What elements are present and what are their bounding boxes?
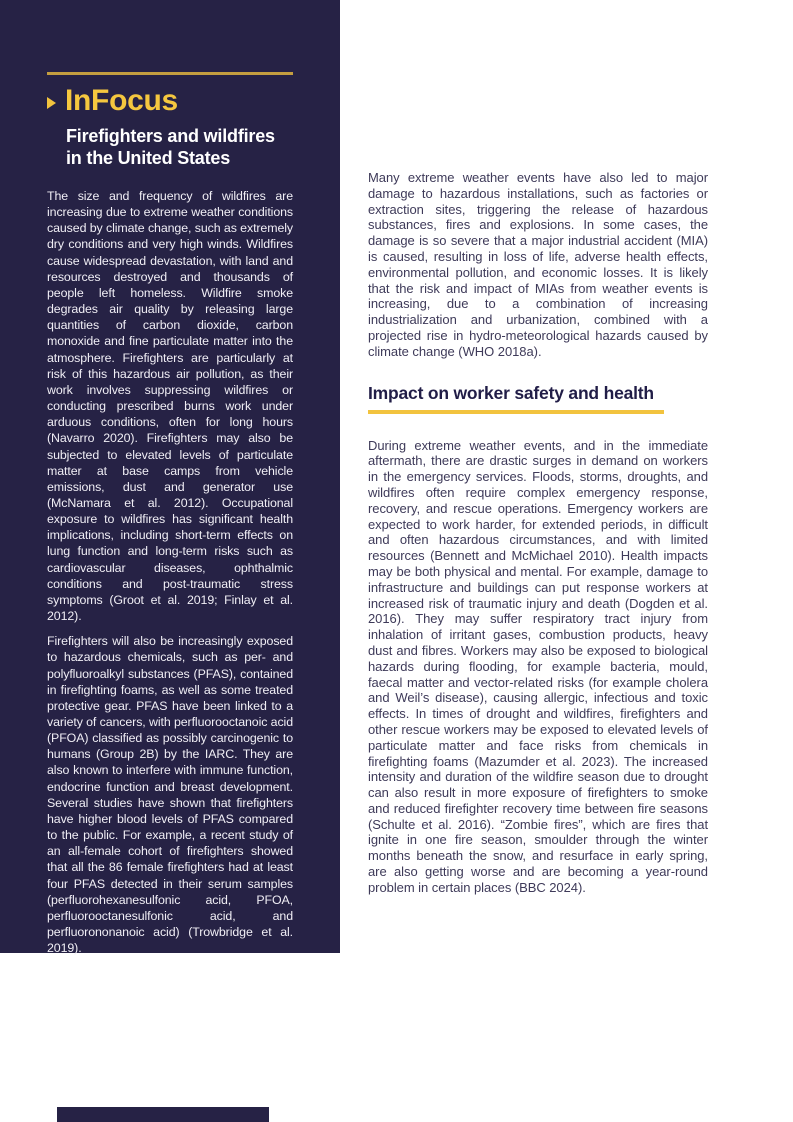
arrow-right-icon	[47, 97, 56, 109]
section-paragraph: During extreme weather events, and in the immediate aftermath, there are drastic surges in demand on workers in the emergency services. Floods, storms, droughts, and wildfires often require complex emergency response, recovery, and rescue operations. Emergency workers are expected to work harder, for extended periods, in difficult and often hazardous circumstances, and with limited resources (Bennett and McMichael 2010). Health impacts may be both physical and mental. For example, damage to infrastructure and buildings can put response workers at increased risk of traumatic injury and death (Dogden et al. 2016). They may suffer respiratory tract injury from inhalation of irritant gases, combustion products, heavy dust and fibres. Workers may also be exposed to biological hazards during flooding, for example bacteria, mould, faecal matter and vector-related risks (for example cholera and Weil’s disease), causing allergic, infectious and toxic effects. In times of drought and wildfires, firefighters and other rescue workers may be exposed to elevated levels of particulate matter and face risks from chemicals in firefighting foams (Mazumder et al. 2023). The increased intensity and duration of the wildfire season due to drought can also result in more exposure of firefighters to smoke and reduced firefighter recovery time between fire seasons (Schulte et al. 2016). “Zombie fires”, which are fires that ignite in one fire season, smoulder through the winter months beneath the snow, and resurface in early spring, are also getting worse and are becoming a year-round problem in certain places (BBC 2024).	[368, 437, 708, 895]
sidebar-title-line1: Firefighters and wildfires	[66, 126, 275, 146]
infocus-kicker	[47, 84, 178, 118]
sidebar-title-line2: in the United States	[66, 147, 231, 168]
sidebar-body	[47, 188, 293, 965]
main-column	[368, 170, 708, 896]
sidebar-top-rule	[47, 72, 293, 75]
infocus-sidebar	[0, 0, 340, 956]
sidebar-title	[66, 126, 275, 169]
infocus-kicker-label: InFocus	[65, 84, 178, 117]
intro-paragraph: Many extreme weather events have also led to major damage to hazardous installations, such as factories or extraction sites, triggering the release of hazardous substances, fires and explosions. In some cases, the damage is so severe that a major industrial accident (MIA) is caused, resulting in loss of life, adverse health effects, environmental pollution, and economic losses. It is likely that the risk and impact of MIAs from weather events is increasing, due to a combination of increasing industrialization and urbanization, combined with a projected rise in hydro-meteorological hazards caused by climate change (WHO 2018a).	[368, 170, 708, 359]
footer-bar	[57, 1107, 269, 1122]
sidebar-paragraph: Firefighters will also be increasingly exposed to hazardous chemicals, such as per- and polyfluoroalkyl substances (PFAS), contained in firefighting foams, as well as some treated protective gear. PFAS have been linked to a variety of cancers, with perfluorooctanoic acid (PFOA) classified as possibly carcinogenic to humans (Group 2B) by the IARC. They are also known to interfere with immune function, endocrine function and breast development. Several studies have shown that firefighters have higher blood levels of PFAS compared to the public. For example, a recent study of an all-female cohort of firefighters showed that all the 86 female firefighters had at least four PFAS detected in their serum samples (perfluorohexanesulfonic acid, PFOA, perfluorooctanesulfonic acid, and perfluorononanoic acid) (Trowbridge et al. 2019).	[47, 634, 293, 956]
section-heading-underline	[368, 410, 664, 414]
sidebar-paragraph: The size and frequency of wildfires are increasing due to extreme weather conditions caused by climate change, such as extremely dry conditions and very high winds. Wildfires cause widespread devastation, with land and resources destroyed and thousands of people left homeless. Wildfire smoke degrades air quality by releasing large quantities of carbon dioxide, carbon monoxide and fine particulate matter into the atmosphere. Firefighters are particularly at risk of this hazardous air pollution, as their work involves suppressing wildfires or conducting prescribed burns work under arduous conditions, often for long hours (Navarro 2020). Firefighters may also be subjected to elevated levels of particulate matter at base camps from vehicle emissions, dust and generator use (McNamara et al. 2012). Occupational exposure to wildfires has significant health implications, including short-term effects on lung function and long-term risks such as cardiovascular diseases, ophthalmic conditions and post-traumatic stress symptoms (Groot et al. 2019; Finlay et al. 2012).	[47, 189, 293, 624]
section-heading: Impact on worker safety and health	[368, 382, 654, 403]
